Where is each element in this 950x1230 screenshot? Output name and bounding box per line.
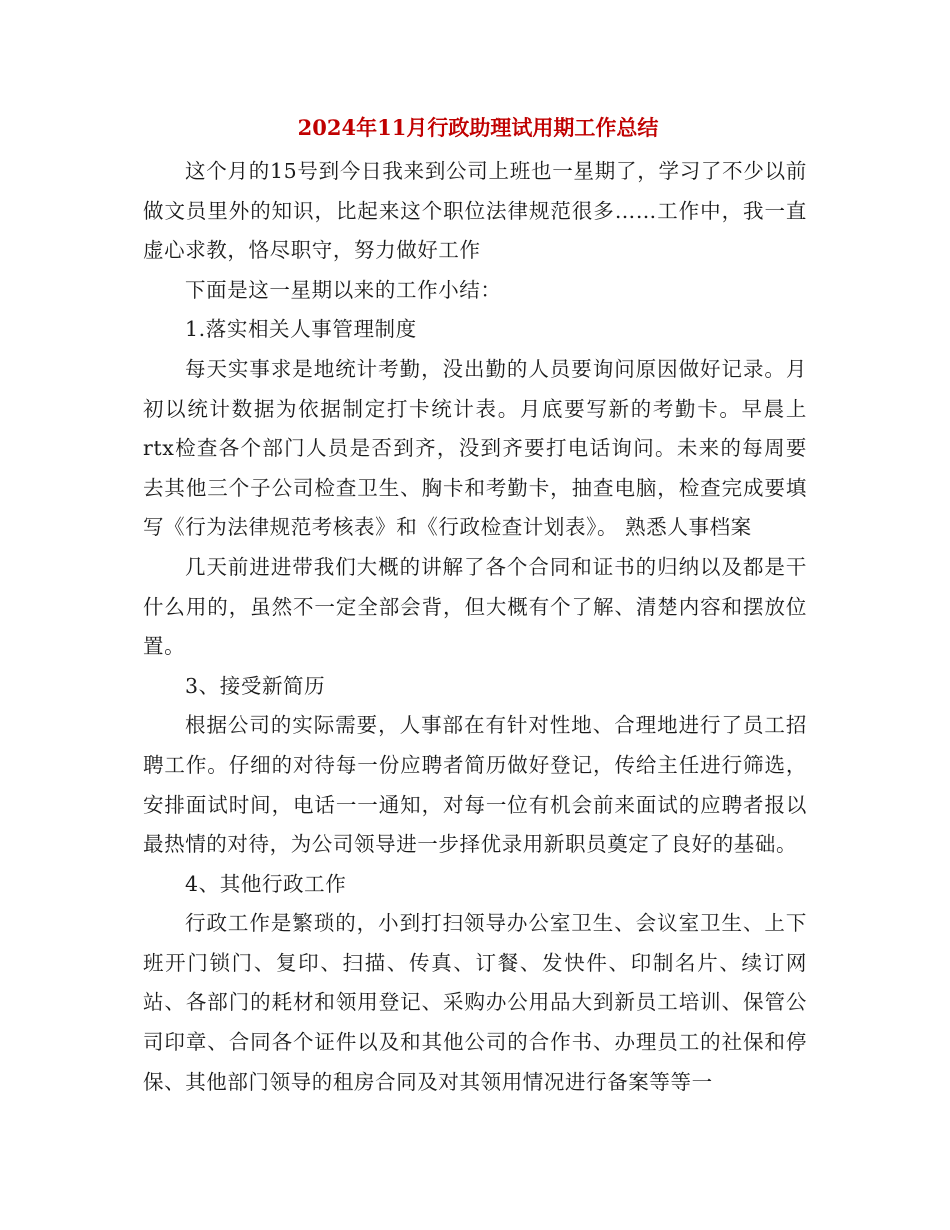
document-title: 2024年11月行政助理试用期工作总结 <box>297 115 659 140</box>
document-page <box>143 108 807 1102</box>
section-heading-3: 3、接受新简历 <box>185 673 326 698</box>
attendance-paragraph: 每天实事求是地统计考勤，没出勤的人员要询问原因做好记录。月初以统计数据为依据制定打卡统计表。月底要写新的考勤卡。早晨上rtx检查各个部门人员是否到齐，没到齐要打电话询问。未来的每周要去其他三个子公司检查卫生、胸卡和考勤卡，抽查电脑，检查完成要填写《行为法律规范考核表》和《行政检查计划表》。 熟悉人事档案 <box>143 356 807 540</box>
section-heading-1: 1.落实相关人事管理制度 <box>185 317 417 342</box>
intro-paragraph: 这个月的15号到今日我来到公司上班也一星期了，学习了不少以前做文员里外的知识，比起来这个职位法律规范很多……工作中，我一直虚心求教，恪尽职守，努力做好工作 <box>143 159 807 263</box>
section-heading-4: 4、其他行政工作 <box>185 871 347 896</box>
admin-work-paragraph: 行政工作是繁琐的，小到打扫领导办公室卫生、会议室卫生、上下班开门锁门、复印、扫描、传真、订餐、发快件、印制名片、续订网站、各部门的耗材和领用登记、采购办公用品大到新员工培训、保管公司印章、合同各个证件以及和其他公司的合作书、办理员工的社保和停保、其他部门领导的租房合同及对其领用情况进行备案等等一 <box>143 911 807 1094</box>
summary-intro-paragraph: 下面是这一星期以来的工作小结： <box>185 277 502 302</box>
contracts-paragraph: 几天前进进带我们大概的讲解了各个合同和证书的归纳以及都是干什么用的，虽然不一定全部会背，但大概有个了解、清楚内容和摆放位置。 <box>143 554 807 659</box>
recruitment-paragraph: 根据公司的实际需要，人事部在有针对性地、合理地进行了员工招聘工作。仔细的对待每一份应聘者简历做好登记，传给主任进行筛选，安排面试时间，电话一一通知，对每一位有机会前来面试的应聘者报以最热情的对待，为公司领导进一步择优录用新职员奠定了良好的基础。 <box>143 713 807 857</box>
